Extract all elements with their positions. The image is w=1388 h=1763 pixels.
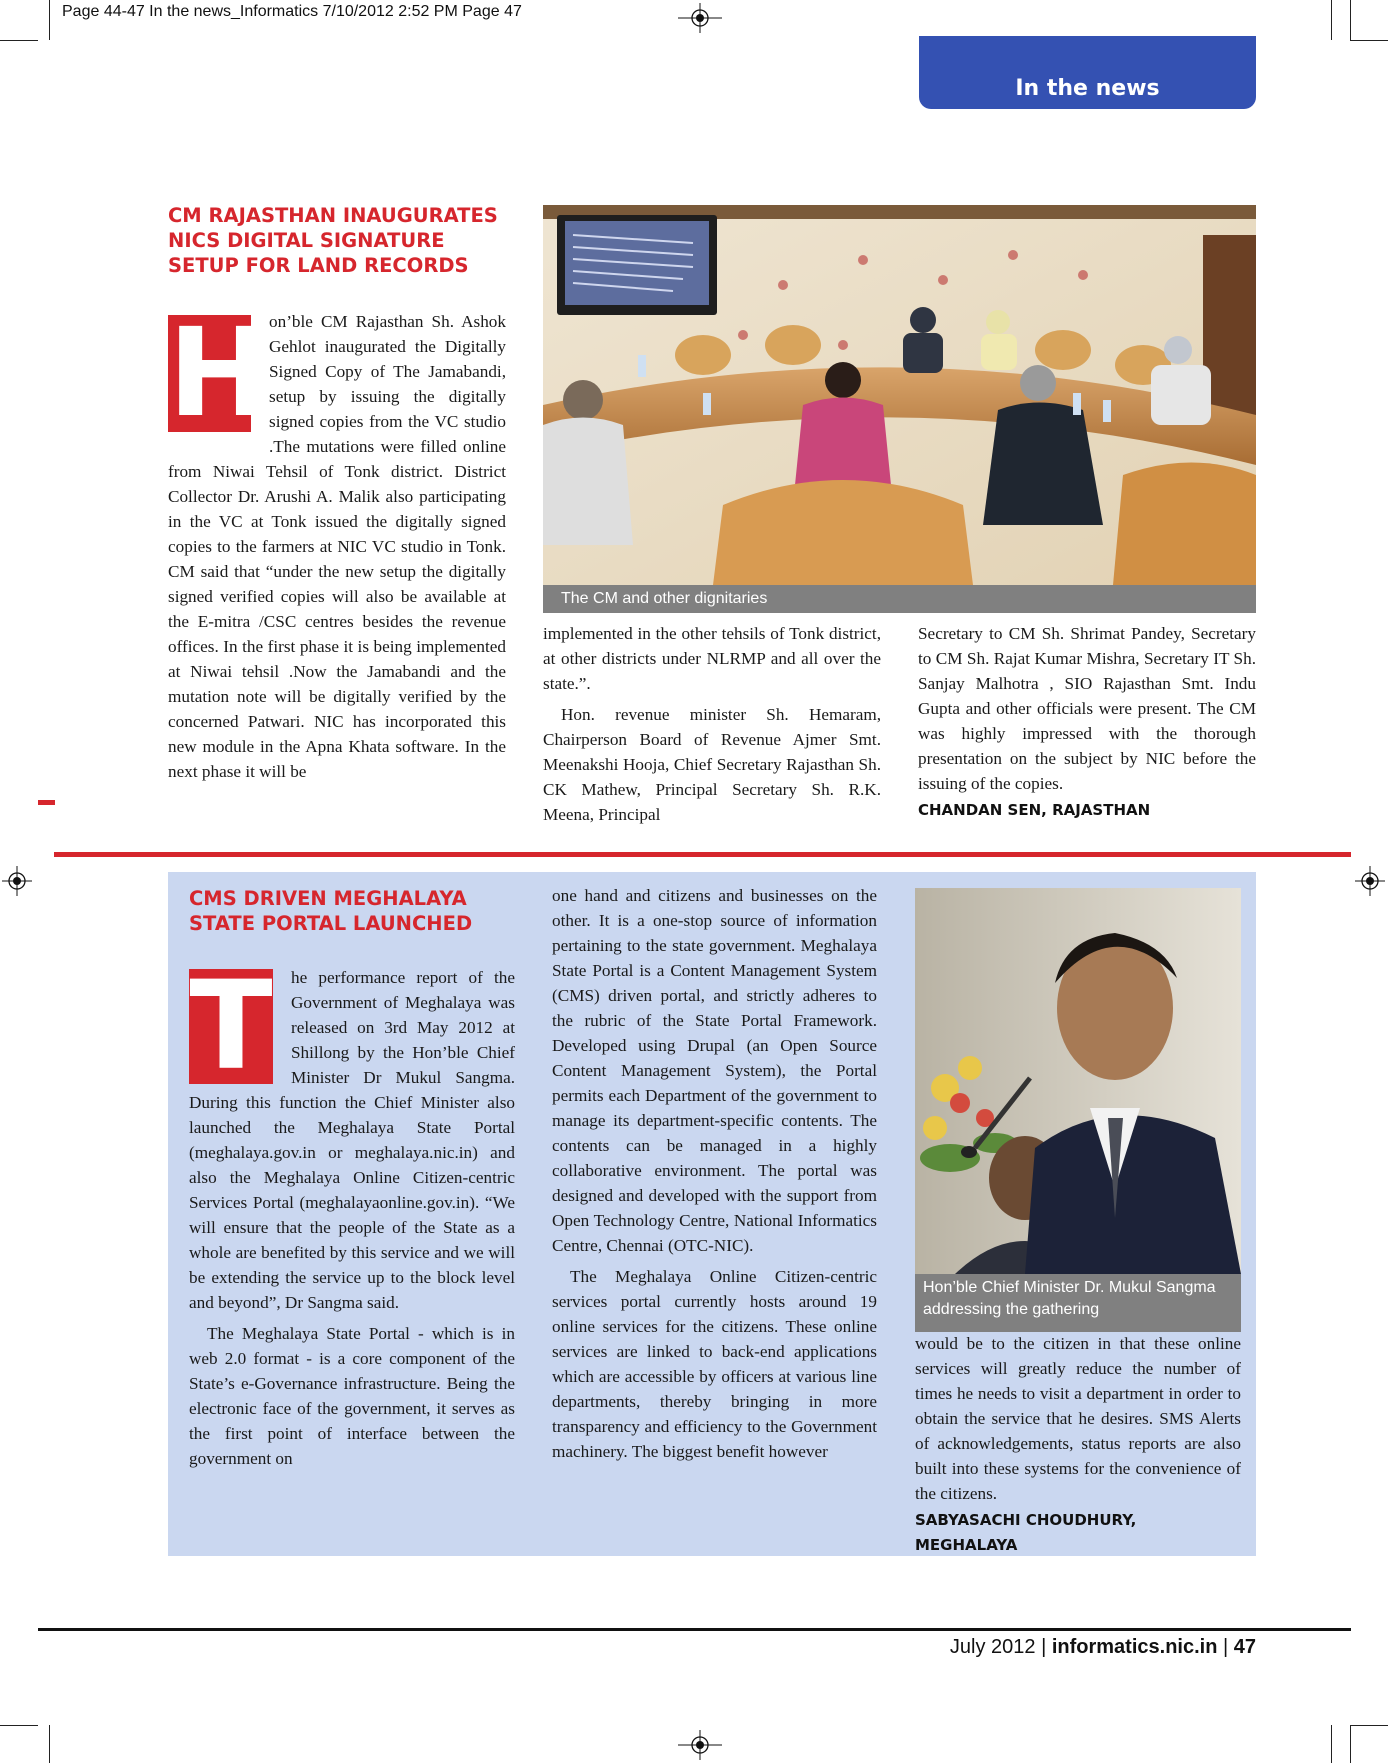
article2-col2-p1: one hand and citizens and businesses on the other. It is a one-stop source of information pertaining to the state government. Meghalaya State Portal is a Content Management System (CMS) driven portal, and strictly adheres to the rubric of the State Portal Framework. Developed using Drupal (an Open Source Content Management System), the Portal permits each Department of the government to manage its department-specific contents. The contents can be managed in a highly collaborative environment. The portal was designed and developed with the support from Open Technology Centre, National Informatics Centre, Chennai (OTC-NIC). bbox=[552, 886, 877, 1255]
article1-headline: CM RAJASTHAN INAUGURATES NICS DIGITAL SIGNATURE SETUP FOR LAND RECORDS bbox=[168, 204, 498, 277]
article-divider bbox=[54, 852, 1351, 857]
article2-photo bbox=[915, 888, 1241, 1332]
registration-mark-icon bbox=[678, 1730, 722, 1760]
margin-marker bbox=[38, 800, 55, 805]
crop-mark bbox=[0, 40, 38, 41]
crop-mark bbox=[1350, 1725, 1351, 1763]
registration-mark-icon bbox=[678, 3, 722, 33]
article2-caption-text: Hon’ble Chief Minister Dr. Mukul Sangma addressing the gathering bbox=[923, 1279, 1216, 1318]
page-footer: July 2012 | informatics.nic.in | 47 bbox=[949, 1636, 1256, 1658]
article2-headline: CMS DRIVEN MEGHALAYA STATE PORTAL LAUNCHED bbox=[189, 887, 473, 935]
article1-photo-caption bbox=[543, 585, 1256, 613]
article2-col1-p2: The Meghalaya State Portal - which is in web 2.0 format - is a core component of the State’s e-Governance infrastructure. Being the electronic face of the government, it serves as the first point of interface between the government on bbox=[189, 1324, 515, 1468]
meeting-photo-image bbox=[543, 205, 1256, 585]
article1-dropcap: H bbox=[168, 302, 271, 444]
article2-col2-p2: The Meghalaya Online Citizen-centric services portal currently hosts around 19 online services for the citizens. These online services are linked to back-end applications which are accessible by officers at various line departments, thereby bringing in more transparency and efficiency to the Government machinery. The biggest benefit however bbox=[552, 1267, 877, 1461]
article1-col3-text: Secretary to CM Sh. Shrimat Pandey, Secretary to CM Sh. Rajat Kumar Mishra, Secretary IT Sh. Sanjay Malhotra , SIO Rajasthan Smt. Indu Gupta and other officials were present. The CM was highly impressed with the thorough presentation on the subject by NIC before the issuing of the copies. bbox=[918, 624, 1256, 793]
footer-month: July 2012 bbox=[949, 1636, 1036, 1658]
article2-column-1 bbox=[189, 955, 515, 1471]
article1-col1-text: on’ble CM Rajasthan Sh. Ashok Gehlot inaugurated the Digitally Signed Copy of The Jamabandi, setup by issuing the digitally signed copies from the VC studio .The mutations were filled online from Niwai Tehsil of Tonk district. District Collector Dr. Arushi A. Malik also participating in the VC at Tonk issued the digitally signed copies to the farmers at NIC VC studio in Tonk. CM said that “under the new setup the digitally signed verified copies will also be available at the E-mitra /CSC centres besides the revenue offices. In the first phase it is being implemented at Niwai tehsil .Now the Jamabandi and the mutation note will be digitally verified by the concerned Patwari. NIC has incorporated this new module in the Apna Khata software. In the next phase it will be bbox=[168, 312, 506, 781]
print-slug: Page 44-47 In the news_Informatics 7/10/2012 2:52 PM Page 47 bbox=[62, 3, 522, 20]
article2-column-2 bbox=[552, 883, 877, 1464]
article2-photo-caption bbox=[915, 1274, 1241, 1332]
crop-mark bbox=[0, 1725, 38, 1726]
crop-mark bbox=[1331, 0, 1332, 40]
registration-mark-icon bbox=[2, 866, 32, 896]
section-tab-label: In the news bbox=[1015, 76, 1160, 101]
crop-mark bbox=[1350, 1725, 1388, 1726]
article1-column-2 bbox=[543, 621, 881, 827]
footer-rule bbox=[38, 1628, 1351, 1631]
article1-col2-p2: Hon. revenue minister Sh. Hemaram, Chairperson Board of Revenue Ajmer Smt. Meenakshi Hooja, Chief Secretary Rajasthan Sh. CK Mathew, Principal Secretary Sh. R.K. Meena, Principal bbox=[543, 705, 881, 824]
article2-byline: SABYASACHI CHOUDHURY, MEGHALAYA bbox=[915, 1511, 1137, 1554]
article1-column-1 bbox=[168, 302, 506, 784]
article1-byline: CHANDAN SEN, RAJASTHAN bbox=[918, 801, 1151, 819]
article1-column-3 bbox=[918, 621, 1256, 823]
footer-site: informatics.nic.in bbox=[1051, 1636, 1218, 1658]
section-tab bbox=[919, 36, 1256, 109]
chief-minister-photo-image bbox=[915, 888, 1241, 1274]
crop-mark bbox=[1350, 0, 1351, 40]
crop-mark bbox=[49, 1725, 50, 1763]
article1-photo bbox=[543, 205, 1256, 613]
crop-mark bbox=[1350, 40, 1388, 41]
article1-caption-text: The CM and other dignitaries bbox=[561, 590, 768, 607]
article2-col1-p1: he performance report of the Government of Meghalaya was released on 3rd May 2012 at Shillong by the Hon’ble Chief Minister Dr Mukul Sangma. During this function the Chief Minister also launched the Meghalaya State Portal (meghalaya.gov.in or meghalaya.nic.in) and also the Meghalaya Online Citizen-centric Services Portal (meghalayaonline.gov.in). “We will ensure that the people of the State as a whole are benefited by this service and we will be extending the service up to the block level and beyond”, Dr Sangma said. bbox=[189, 968, 515, 1312]
crop-mark bbox=[49, 0, 50, 40]
crop-mark bbox=[1331, 1725, 1332, 1763]
article2-col3-text: would be to the citizen in that these online services will greatly reduce the number of times he needs to visit a department in order to obtain the service that he desires. SMS Alerts of acknowledgements, status reports are also built into these systems for the convenience of the citizens. bbox=[915, 1334, 1241, 1503]
article2-dropcap: T bbox=[189, 955, 273, 1097]
article2-column-3 bbox=[915, 1331, 1241, 1558]
footer-page-number: 47 bbox=[1233, 1636, 1256, 1658]
article1-col2-p1: implemented in the other tehsils of Tonk district, at other districts under NLRMP and all over the state.”. bbox=[543, 624, 881, 693]
registration-mark-icon bbox=[1355, 866, 1385, 896]
